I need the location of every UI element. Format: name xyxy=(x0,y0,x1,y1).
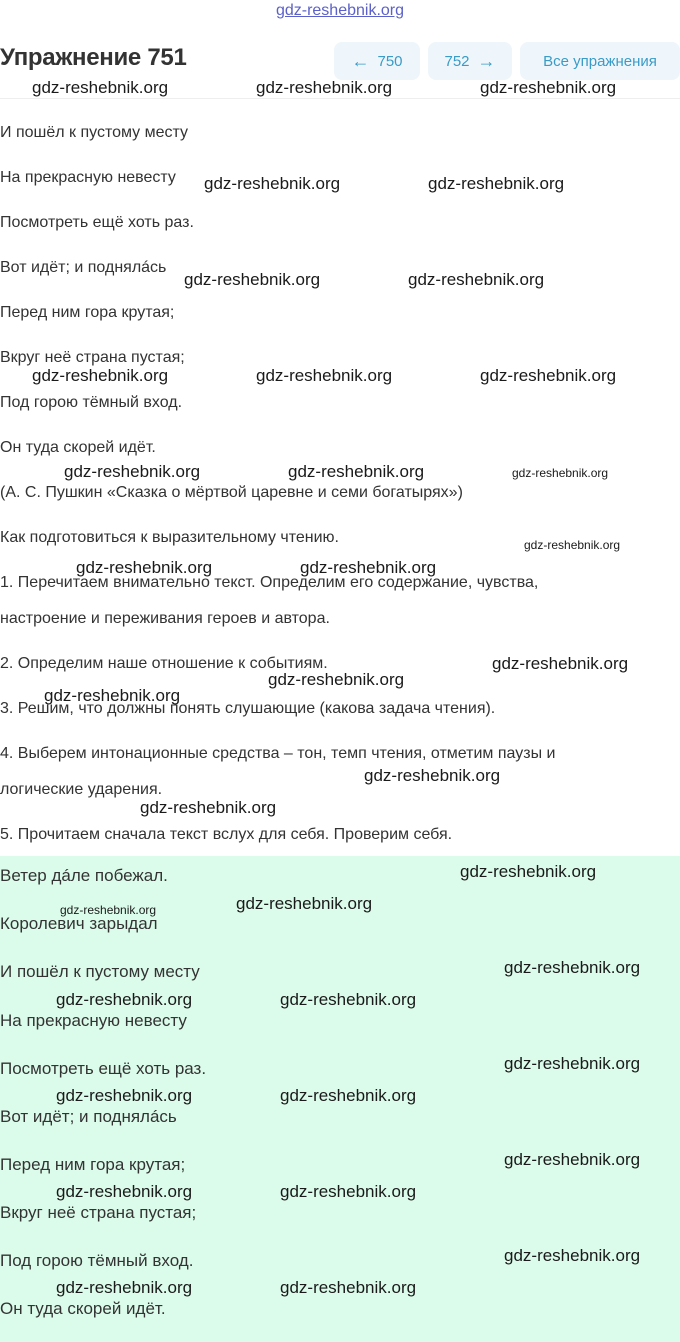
watermark: gdz-reshebnik.org xyxy=(44,686,181,705)
watermark: gdz-reshebnik.org xyxy=(280,1182,417,1201)
task-line: Перед ним гора крутая; xyxy=(0,304,175,321)
task-line: На прекрасную невесту xyxy=(0,169,176,186)
watermark: gdz-reshebnik.org xyxy=(56,1278,193,1297)
answer-line: Он туда скорей идёт. xyxy=(0,1299,166,1318)
answer-line: Королевич зарыдал xyxy=(0,914,158,933)
answer-line: Перед ним гора крутая; xyxy=(0,1155,186,1174)
watermark: gdz-reshebnik.org xyxy=(492,654,629,673)
next-exercise-button[interactable] xyxy=(428,42,512,80)
answer-line: Ветер дáле побежал. xyxy=(0,866,168,885)
watermark: gdz-reshebnik.org xyxy=(480,78,617,97)
task-line: Посмотреть ещё хоть раз. xyxy=(0,214,194,231)
site-watermark-link[interactable]: gdz-reshebnik.org xyxy=(275,2,405,19)
watermark: gdz-reshebnik.org xyxy=(268,670,405,689)
next-exercise-label: 752 xyxy=(444,52,470,70)
task-line: настроение и переживания героев и автора. xyxy=(0,610,330,627)
watermark: gdz-reshebnik.org xyxy=(256,366,393,385)
watermark: gdz-reshebnik.org xyxy=(56,1086,193,1105)
task-line: И пошёл к пустому месту xyxy=(0,124,189,141)
task-line: (А. С. Пушкин «Сказка о мёртвой царевне и семи богатырях») xyxy=(0,484,463,501)
watermark: gdz-reshebnik.org xyxy=(364,766,501,785)
watermark: gdz-reshebnik.org xyxy=(56,990,193,1009)
arrow-right-icon: → xyxy=(477,51,496,71)
watermark: gdz-reshebnik.org xyxy=(236,894,373,913)
task-line: Под горою тёмный вход. xyxy=(0,394,183,411)
watermark: gdz-reshebnik.org xyxy=(504,1246,641,1265)
watermark: gdz-reshebnik.org xyxy=(280,1278,417,1297)
task-line: 1. Перечитаем внимательно текст. Определим его содержание, чувства, xyxy=(0,574,539,591)
watermark: gdz-reshebnik.org xyxy=(184,270,321,289)
task-line: 3. Решим, что должны понять слушающие (какова задача чтения). xyxy=(0,700,496,717)
answer-line: Под горою тёмный вход. xyxy=(0,1251,194,1270)
prev-exercise-label: 750 xyxy=(377,52,403,70)
watermark: gdz-reshebnik.org xyxy=(504,1150,641,1169)
watermark: gdz-reshebnik.org xyxy=(512,466,609,480)
watermark: gdz-reshebnik.org xyxy=(288,462,425,481)
answer-line: И пошёл к пустому месту xyxy=(0,962,200,981)
answer-line: На прекрасную невесту xyxy=(0,1011,187,1030)
task-line: Как подготовиться к выразительному чтению. xyxy=(0,529,339,546)
answer-line: Вот идёт; и поднялáсь xyxy=(0,1107,177,1126)
page-title: Упражнение 751 xyxy=(0,44,187,71)
watermark: gdz-reshebnik.org xyxy=(140,798,277,817)
watermark: gdz-reshebnik.org xyxy=(32,366,169,385)
watermark: gdz-reshebnik.org xyxy=(56,1182,193,1201)
task-line: логические ударения. xyxy=(0,781,163,798)
watermark: gdz-reshebnik.org xyxy=(428,174,565,193)
watermark: gdz-reshebnik.org xyxy=(460,862,597,881)
watermark: gdz-reshebnik.org xyxy=(204,174,341,193)
answer-line: Посмотреть ещё хоть раз. xyxy=(0,1059,207,1078)
watermark: gdz-reshebnik.org xyxy=(300,558,437,577)
watermark: gdz-reshebnik.org xyxy=(60,903,157,917)
task-line: Вот идёт; и поднялáсь xyxy=(0,259,167,276)
header-divider xyxy=(0,98,680,99)
watermark: gdz-reshebnik.org xyxy=(408,270,545,289)
watermark: gdz-reshebnik.org xyxy=(504,1054,641,1073)
watermark: gdz-reshebnik.org xyxy=(256,78,393,97)
arrow-left-icon: ← xyxy=(351,51,370,71)
task-line: Он туда скорей идёт. xyxy=(0,439,156,456)
task-line: Вкруг неё страна пустая; xyxy=(0,349,185,366)
watermark: gdz-reshebnik.org xyxy=(280,1086,417,1105)
watermark: gdz-reshebnik.org xyxy=(480,366,617,385)
watermark: gdz-reshebnik.org xyxy=(64,462,201,481)
watermark: gdz-reshebnik.org xyxy=(280,990,417,1009)
watermark: gdz-reshebnik.org xyxy=(524,538,621,552)
task-line: 4. Выберем интонационные средства – тон, темп чтения, отметим паузы и xyxy=(0,745,556,762)
watermark: gdz-reshebnik.org xyxy=(32,78,169,97)
all-exercises-label: Все упражнения xyxy=(543,52,657,70)
all-exercises-button[interactable] xyxy=(520,42,680,80)
watermark: gdz-reshebnik.org xyxy=(504,958,641,977)
prev-exercise-button[interactable] xyxy=(334,42,420,80)
task-line: 5. Прочитаем сначала текст вслух для себя. Проверим себя. xyxy=(0,826,453,843)
watermark: gdz-reshebnik.org xyxy=(76,558,213,577)
task-line: 2. Определим наше отношение к событиям. xyxy=(0,655,328,672)
answer-line: Вкруг неё страна пустая; xyxy=(0,1203,197,1222)
